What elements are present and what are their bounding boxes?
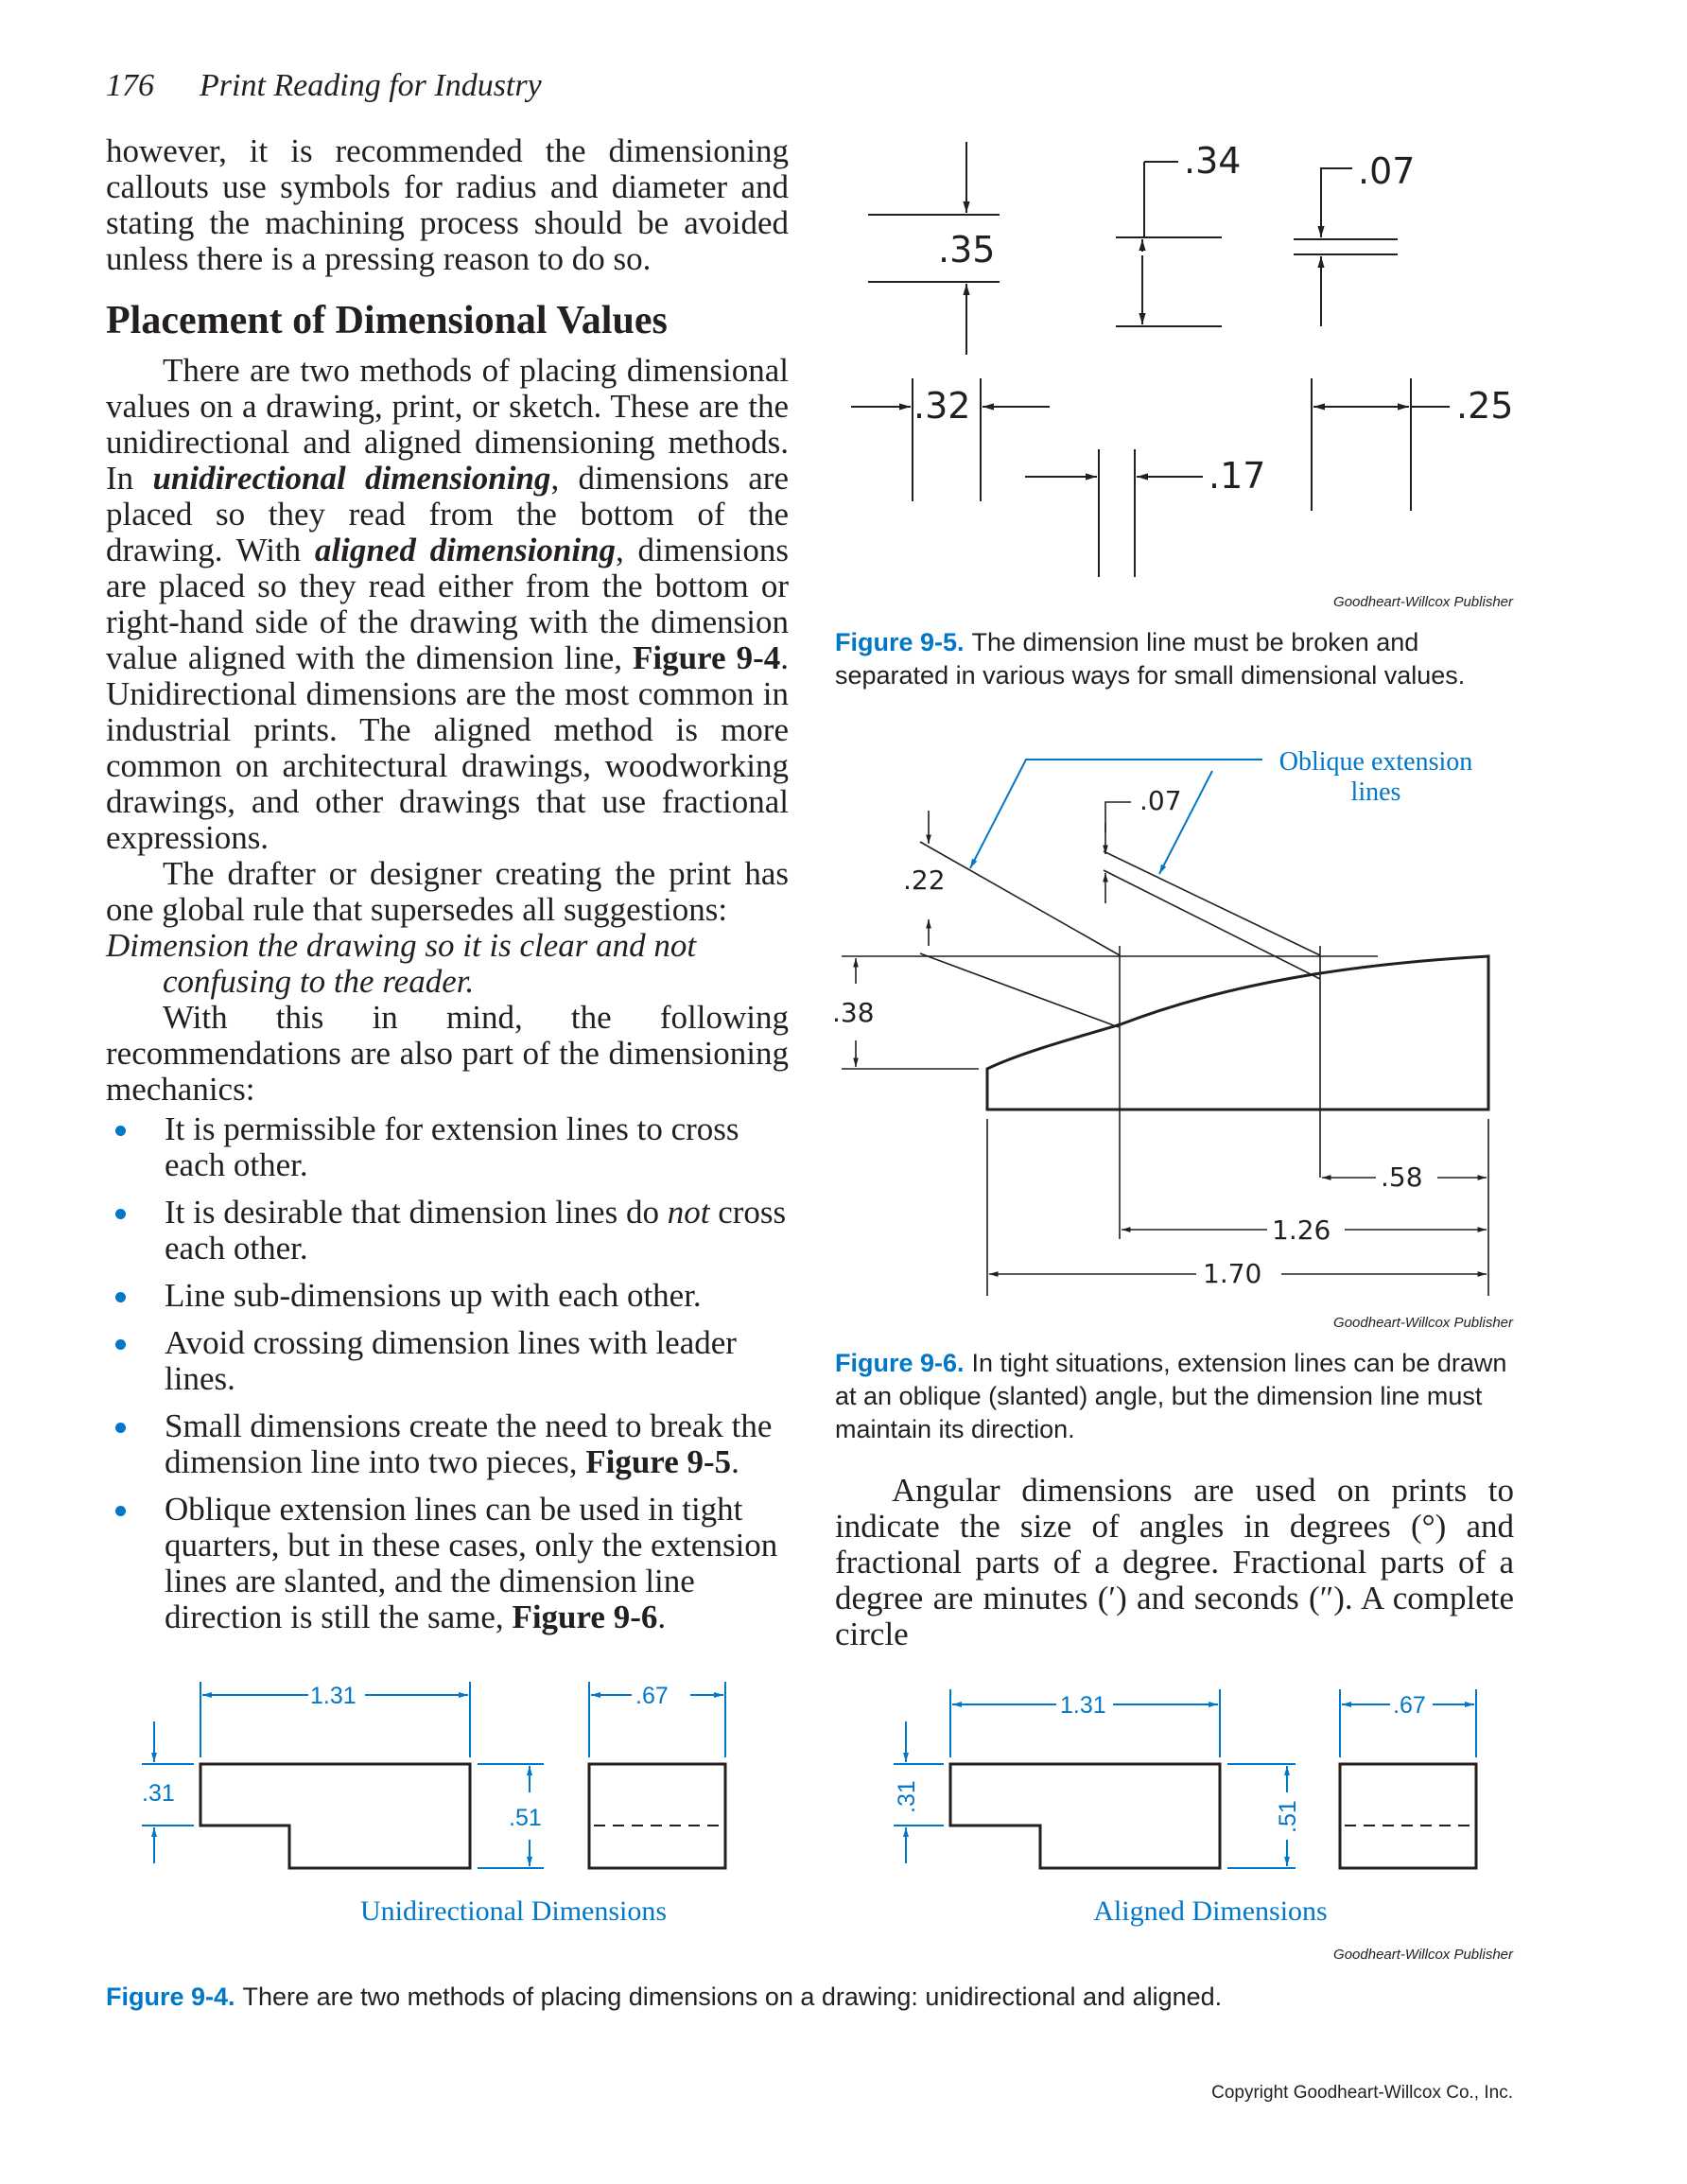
term-aligned: aligned dimensioning (314, 532, 617, 568)
callout-label: lines (1350, 778, 1401, 807)
dim-value: .67 (1393, 1692, 1426, 1719)
dim-value: 1.70 (1203, 1258, 1262, 1289)
figure-9-5-caption (835, 626, 1516, 692)
figure-9-4-aligned (894, 1689, 1476, 1868)
dim-value: .07 (1139, 785, 1182, 816)
list-item: Oblique extension lines can be used in tight quarters, but in these cases, only the extension lines are slanted, and the dimension line direction is still the same, Figure 9-6. (106, 1492, 789, 1635)
dim-value: .17 (1209, 455, 1266, 497)
dim-value: .31 (142, 1780, 175, 1807)
dim-value: 1.26 (1272, 1214, 1331, 1246)
dim-value: .38 (832, 997, 875, 1028)
list-item: Small dimensions create the need to break the dimension line into two pieces, Figure 9-5. (106, 1408, 789, 1480)
dim-value: .51 (509, 1805, 542, 1831)
aligned-label: Aligned Dimensions (1093, 1896, 1328, 1927)
dim-value: .25 (1456, 385, 1514, 427)
para1-text-g: . Unidirectional dimensions are the most common in industrial prints. The aligned method is more common on architectural drawings, woodworking drawings, and other drawings that use fractional expressions. (106, 639, 789, 856)
caption-text: There are two methods of placing dimensions on a drawing: unidirectional and aligned. (242, 1983, 1223, 2011)
figure-label: Figure 9-6. (835, 1349, 965, 1377)
caption-text: In tight situations, extension lines can be drawn at an oblique (slanted) angle, but the dimension line must maintain its direction. (835, 1349, 1507, 1443)
paragraph-recommendations: With this in mind, the following recommendations are also part of the dimensioning mechanics: (106, 999, 789, 1108)
figure-label: Figure 9-5. (835, 628, 965, 656)
figure-label: Figure 9-4. (106, 1983, 235, 2011)
dim-value: .32 (913, 385, 971, 427)
figure-credit: Goodheart-Willcox Publisher (1333, 594, 1513, 610)
rule-statement: Dimension the drawing so it is clear and not confusing to the reader. (106, 927, 697, 1000)
figure-credit: Goodheart-Willcox Publisher (1333, 1947, 1513, 1963)
dim-value: .34 (1184, 140, 1242, 182)
dim-value: .58 (1381, 1162, 1423, 1193)
page-number: 176 (106, 68, 154, 103)
list-item: It is desirable that dimension lines do not cross each other. (106, 1195, 789, 1267)
caption-text: The dimension line must be broken and separated in various ways for small dimensional values. (835, 628, 1466, 690)
figure-credit: Goodheart-Willcox Publisher (1333, 1315, 1513, 1331)
dim-value: .22 (903, 865, 946, 896)
figure-9-6-caption (835, 1347, 1516, 1446)
dim-value: .51 (1275, 1800, 1301, 1833)
dim-value: .35 (938, 229, 996, 271)
unidirectional-label: Unidirectional Dimensions (359, 1896, 668, 1927)
list-item: Line sub-dimensions up with each other. (106, 1278, 789, 1314)
right-column (835, 1473, 1514, 1652)
dim-value: 1.31 (1060, 1692, 1106, 1719)
para1-text-a: There are two methods of placing dimensional values on a drawing, print, or sketch. These are the unidirectional and aligned dimensioning methods. In (106, 352, 789, 497)
figure-9-4-caption (106, 1981, 1524, 2014)
book-title: Print Reading for Industry (200, 68, 542, 103)
callout-label: Oblique extension (1278, 747, 1473, 777)
copyright: Copyright Goodheart-Willcox Co., Inc. (1211, 2083, 1513, 2103)
para1-text-c: , dimensions are placed so they read from the bottom of the drawing. With (106, 460, 789, 568)
dim-value: .07 (1358, 150, 1416, 192)
term-unidirectional: unidirectional dimensioning (152, 460, 551, 497)
figure-ref-9-4: Figure 9-4 (633, 639, 781, 676)
intro-paragraph: however, it is recommended the dimensioning callouts use symbols for radius and diameter and stating the machining process should be avoided unless there is a pressing reason to do so. (106, 132, 789, 277)
list-item: Avoid crossing dimension lines with leader lines. (106, 1325, 789, 1397)
list-item: It is permissible for extension lines to cross each other. (106, 1111, 789, 1183)
dim-value: 1.31 (310, 1683, 357, 1709)
paragraph-angular: Angular dimensions are used on prints to indicate the size of angles in degrees (°) and fractional parts of a degree. Fractional parts of a degree are minutes (′) and seconds (″). A complete circle (835, 1472, 1514, 1652)
paragraph-global-rule: The drafter or designer creating the print has one global rule that supersedes all suggestions: (106, 855, 789, 928)
dim-value: .67 (635, 1683, 669, 1709)
section-heading: Placement of Dimensional Values (106, 299, 668, 342)
dim-value: .31 (894, 1780, 920, 1813)
para1-text-e: , dimensions are placed so they read either from the bottom or right-hand side of the drawing with the dimension value aligned with the dimension line, (106, 532, 789, 676)
figure-9-4-unidirectional (142, 1682, 725, 1868)
